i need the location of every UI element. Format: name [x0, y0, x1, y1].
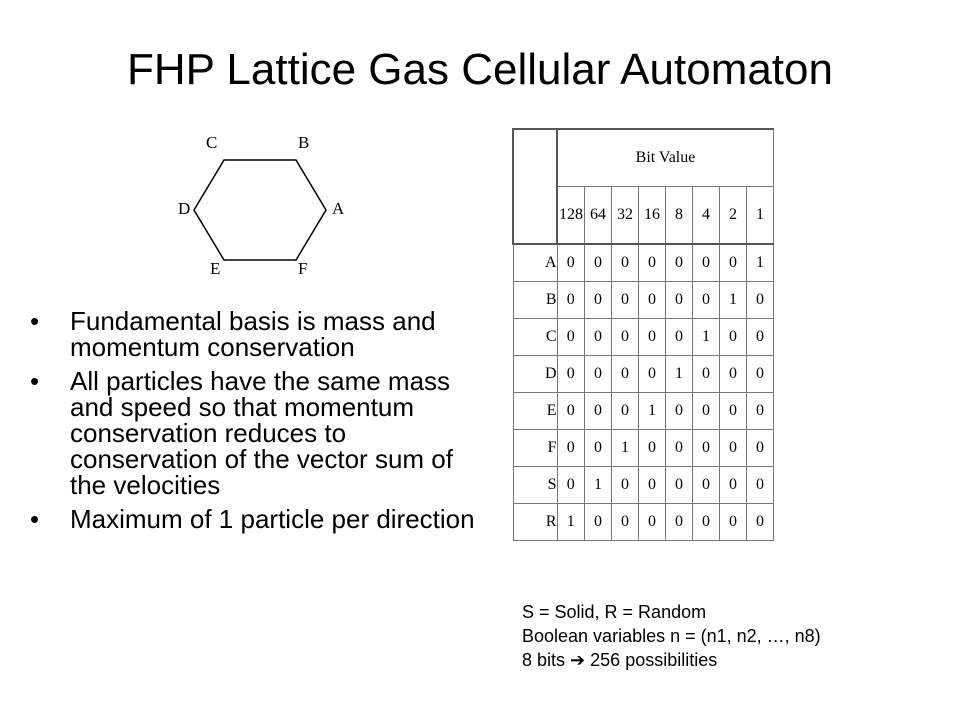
- note-solid-random: S = Solid, R = Random: [522, 602, 707, 622]
- bit-cell: 0: [693, 393, 720, 430]
- bit-cell: 0: [612, 504, 639, 541]
- hex-label-d: D: [178, 199, 191, 218]
- bit-cell: 0: [612, 282, 639, 319]
- bit-cell: 0: [585, 319, 612, 356]
- notes-block: [522, 600, 821, 672]
- bit-cell: 0: [720, 319, 747, 356]
- table-row: [513, 356, 774, 393]
- bullet-item: • Fundamental basis is mass and momentum conservation: [30, 308, 490, 360]
- hexagon-shape: [194, 160, 326, 260]
- bit-cell: 0: [612, 244, 639, 282]
- hexagon-diagram: [160, 128, 360, 278]
- table-row: [513, 504, 774, 541]
- table-row: [513, 393, 774, 430]
- bit-cell: 0: [557, 467, 585, 504]
- bit-cell: 0: [639, 319, 666, 356]
- bit-cell: 0: [639, 467, 666, 504]
- row-label-cell: A: [513, 244, 557, 282]
- bit-cell: 0: [585, 244, 612, 282]
- bit-cell: 0: [612, 319, 639, 356]
- row-label-cell: E: [513, 393, 557, 430]
- bit-cell: 0: [720, 356, 747, 393]
- bit-cell: 0: [747, 467, 774, 504]
- bit-cell: 0: [666, 319, 693, 356]
- bit-cell: 0: [585, 393, 612, 430]
- bit-value-cell: 16: [639, 187, 666, 245]
- bit-cell: 0: [666, 282, 693, 319]
- bit-cell: 1: [693, 319, 720, 356]
- bit-value-cell: 4: [693, 187, 720, 245]
- row-label-cell: R: [513, 504, 557, 541]
- bit-cell: 0: [747, 282, 774, 319]
- bit-cell: 0: [639, 282, 666, 319]
- bit-cell: 0: [720, 244, 747, 282]
- row-label-cell: F: [513, 430, 557, 467]
- table-row: [513, 244, 774, 282]
- bit-cell: 0: [557, 319, 585, 356]
- bit-cell: 0: [557, 393, 585, 430]
- bit-cell: 0: [557, 282, 585, 319]
- bit-cell: 0: [666, 393, 693, 430]
- bit-cell: 1: [557, 504, 585, 541]
- bit-cell: 0: [693, 282, 720, 319]
- bit-cell: 0: [639, 244, 666, 282]
- bit-cell: 0: [612, 356, 639, 393]
- note-bits-text: 8 bits: [522, 650, 566, 670]
- bit-cell: 0: [666, 430, 693, 467]
- bit-cell: 0: [693, 244, 720, 282]
- bit-cell: 1: [666, 356, 693, 393]
- note-possibilities: [522, 648, 821, 672]
- bit-cell: 0: [585, 504, 612, 541]
- bit-cell: 0: [585, 356, 612, 393]
- bit-cell: 0: [693, 356, 720, 393]
- bit-cell: 0: [557, 244, 585, 282]
- bit-cell: 0: [557, 356, 585, 393]
- bit-value-cell: 1: [747, 187, 774, 245]
- bit-value-cell: 2: [720, 187, 747, 245]
- table-row: [513, 319, 774, 356]
- slide-title: FHP Lattice Gas Cellular Automaton: [127, 45, 833, 94]
- bit-cell: 0: [720, 504, 747, 541]
- note-possibilities-text: 256 possibilities: [590, 650, 718, 670]
- bit-cell: 0: [720, 430, 747, 467]
- bit-value-table: [512, 128, 774, 541]
- bit-cell: 0: [720, 467, 747, 504]
- table-row: [513, 430, 774, 467]
- bit-value-cell: 32: [612, 187, 639, 245]
- table-header-bit-value: Bit Value: [557, 129, 774, 187]
- bit-cell: 0: [747, 356, 774, 393]
- bit-cell: 0: [557, 430, 585, 467]
- hex-label-b: B: [298, 133, 310, 152]
- table-header-row: [513, 129, 774, 187]
- bullet-item: • Maximum of 1 particle per direction: [30, 506, 490, 532]
- bit-cell: 0: [639, 504, 666, 541]
- bit-cell: 0: [693, 504, 720, 541]
- bit-cell: 0: [747, 504, 774, 541]
- bit-value-cell: 128: [557, 187, 585, 245]
- bit-cell: 0: [693, 467, 720, 504]
- bit-cell: 1: [639, 393, 666, 430]
- hex-label-a: A: [332, 199, 345, 218]
- bit-cell: 0: [666, 504, 693, 541]
- bit-cell: 0: [666, 467, 693, 504]
- bit-cell: 1: [585, 467, 612, 504]
- table-row: [513, 282, 774, 319]
- bit-cell: 0: [612, 467, 639, 504]
- row-label-cell: S: [513, 467, 557, 504]
- bit-cell: 0: [585, 282, 612, 319]
- bit-cell: 0: [720, 393, 747, 430]
- bit-value-cell: 64: [585, 187, 612, 245]
- row-label-cell: D: [513, 356, 557, 393]
- hex-label-c: C: [206, 133, 218, 152]
- hex-label-e: E: [210, 259, 221, 278]
- note-boolean-variables: Boolean variables n = (n1, n2, …, n8): [522, 626, 821, 646]
- bit-cell: 0: [585, 430, 612, 467]
- bit-value-cell: 8: [666, 187, 693, 245]
- bit-cell: 1: [747, 244, 774, 282]
- bullet-item: • All particles have the same mass and speed so that momentum conservation reduces to conservation of the vector sum of the velocities: [30, 368, 490, 498]
- table-corner-cell: [513, 129, 557, 244]
- bit-cell: 0: [639, 430, 666, 467]
- hex-label-f: F: [298, 259, 308, 278]
- bit-cell: 1: [612, 430, 639, 467]
- row-label-cell: B: [513, 282, 557, 319]
- bit-cell: 1: [720, 282, 747, 319]
- table-row: [513, 467, 774, 504]
- bit-cell: 0: [747, 430, 774, 467]
- bit-cell: 0: [639, 356, 666, 393]
- right-arrow-icon: ➔: [570, 650, 586, 670]
- bit-cell: 0: [666, 244, 693, 282]
- bit-cell: 0: [747, 319, 774, 356]
- bit-cell: 0: [747, 393, 774, 430]
- bit-cell: 0: [693, 430, 720, 467]
- bit-cell: 0: [612, 393, 639, 430]
- bullet-list: [30, 308, 490, 540]
- row-label-cell: C: [513, 319, 557, 356]
